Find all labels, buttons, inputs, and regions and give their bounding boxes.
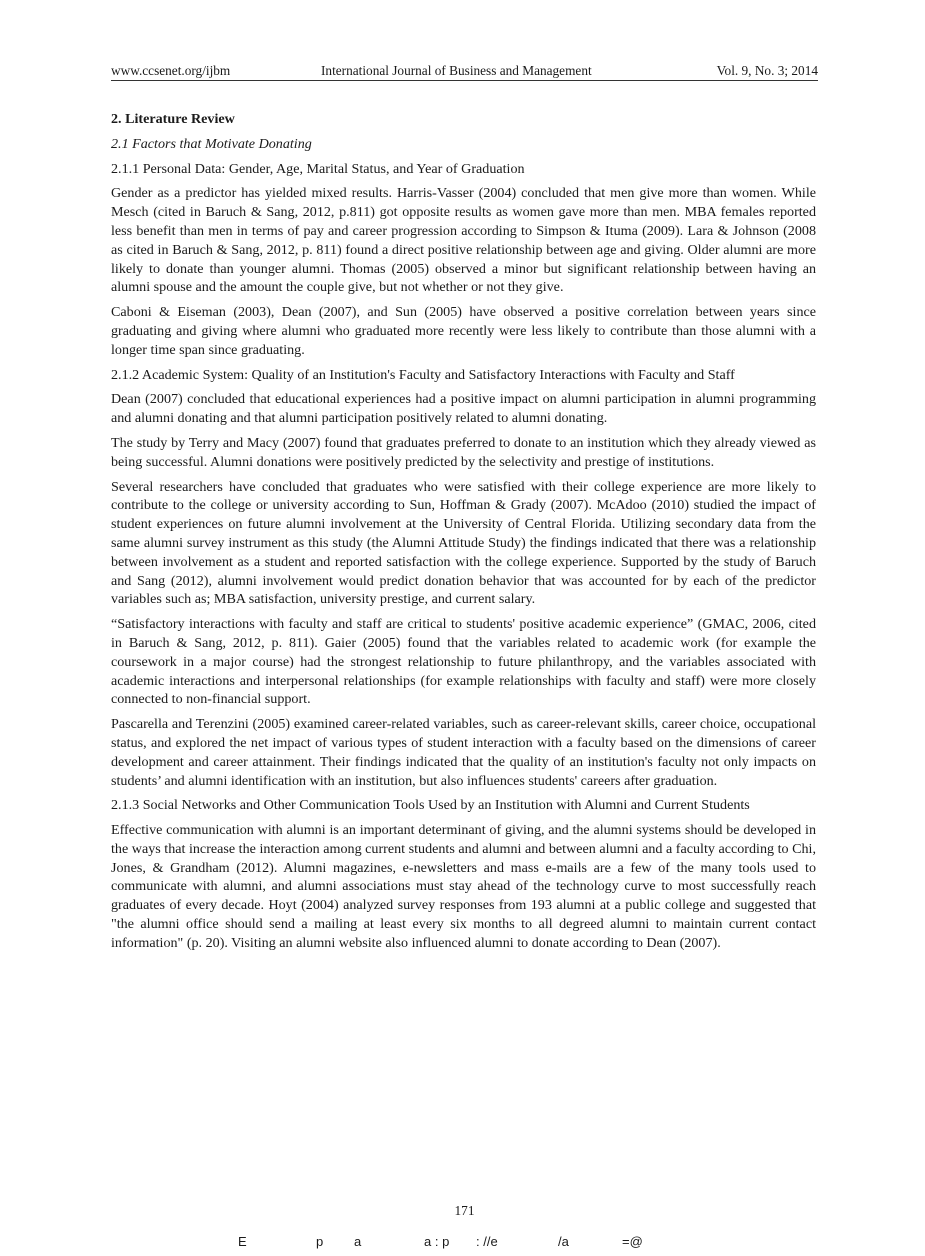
- paragraph-212-1: Dean (2007) concluded that educational experiences had a positive impact on alumni participation in alumni programming and alumni donating and that alumni participation positively related to alumni donating.: [111, 391, 816, 427]
- paragraph-212-2: The study by Terry and Macy (2007) found that graduates preferred to donate to an institution which they already viewed as being successful. Alumni donations were positively predicted by the selectivity and prestige of institutions.: [111, 434, 816, 470]
- garbled-fragment: /a: [558, 1234, 569, 1249]
- subsubsection-heading-211: 2.1.1 Personal Data: Gender, Age, Marital Status, and Year of Graduation: [111, 160, 525, 177]
- page-number: 171: [454, 1203, 475, 1218]
- garbled-fragment: a: [354, 1234, 362, 1249]
- paragraph-211-2: Caboni & Eiseman (2003), Dean (2007), and Sun (2005) have observed a positive correlation between years since graduating and giving where alumni who graduated more recently were less likely to contribute than those alumni with a longer time span since graduating.: [111, 304, 816, 358]
- garbled-fragment: E: [238, 1234, 247, 1249]
- article-body: [111, 110, 816, 959]
- subsubsection-heading-213: 2.1.3 Social Networks and Other Communication Tools Used by an Institution with Alumni and Current Students: [111, 797, 750, 814]
- paragraph-212-3: Several researchers have concluded that graduates who were satisfied with their college experience are more likely to contribute to the college or university according to Sun, Hoffman & Grady (2007). McAdoo (2010) studied the impact of student experiences on future alumni involvement at the University of Central Florida. Utilizing secondary data from the same alumni survey instrument as this study (the Alumni Attitude Study) the findings indicated that there was a relationship between involvement as a student and reported satisfaction with the college experience. Supported by the study of Baruch and Sang (2012), alumni involvement would predict donation behavior that was accounted for by each of the predictor variables such as; MBA satisfaction, university prestige, and current salary.: [111, 478, 816, 608]
- running-header: [111, 62, 818, 81]
- garbled-fragment: p: [316, 1234, 324, 1249]
- section-heading: 2. Literature Review: [111, 111, 235, 127]
- journal-page: [111, 0, 818, 1256]
- paragraph-212-5: Pascarella and Terenzini (2005) examined career-related variables, such as career-relevant skills, career choice, occupational status, and explored the net impact of various types of student interaction with a faculty based on the dimensions of career development and career attainment. Their findings indicated that the quality of an institution's faculty not only impacts on students’ and alumni identification with an institution, but also influences students' careers after graduation.: [111, 716, 816, 789]
- paragraph-213-1: Effective communication with alumni is an important determinant of giving, and the alumni systems should be developed in the ways that increase the interaction among current students and alumni and between alumni and a faculty according to Chi, Jones, & Grandham (2012). Alumni magazines, e-newsletters and mass e-mails are a few of the many tools used to communicate with alumni, and alumni associations must stay ahead of the technology curve to most successfully reach graduates of every decade. Hoyt (2004) analyzed survey responses from 193 alumni at a public college and suggested that "the alumni office should send a mailing at least every six months to all degreed alumni to maintain current contact information" (p. 20). Visiting an alumni website also influenced alumni to donate according to Dean (2007).: [111, 822, 816, 951]
- garbled-fragment: a : p: [424, 1234, 450, 1249]
- garbled-fragment: =@: [622, 1234, 643, 1249]
- header-journal-url[interactable]: www.ccsenet.org/ijbm: [111, 63, 231, 78]
- header-volume-info: Vol. 9, No. 3; 2014: [716, 63, 818, 78]
- subsubsection-heading-212: 2.1.2 Academic System: Quality of an Institution's Faculty and Satisfactory Interactions with Faculty and Staff: [111, 366, 735, 383]
- paragraph-211-1: Gender as a predictor has yielded mixed results. Harris-Vasser (2004) concluded that men give more than women. While Mesch (cited in Baruch & Sang, 2012, p.811) got opposite results as women gave more than men. MBA females reported less benefit than men in terms of pay and career progression according to Simpson & Ituma (2009). Lara & Johnson (2008 as cited in Baruch & Sang, 2012, p. 811) found a direct positive relationship between age and giving. Older alumni are more likely to donate than younger alumni. Thomas (2005) observed a minor but significant relationship between having an alumni spouse and the amount the couple give, but not whether or not they give.: [111, 185, 816, 296]
- header-journal-title: International Journal of Business and Management: [321, 63, 592, 78]
- garbled-fragment: : //e: [476, 1234, 498, 1249]
- subsection-heading: 2.1 Factors that Motivate Donating: [111, 135, 312, 152]
- paragraph-212-4: “Satisfactory interactions with faculty and staff are critical to students' positive academic experience” (GMAC, 2006, cited in Baruch & Sang, 2012, p. 811). Gaier (2005) found that the variables related to academic work (for example the coursework in a major course) had the strongest relationship to future philanthropy, and the variables associated with academic interactions and interpersonal relationships (for example relationships with faculty and staff) were more closely connected to non-financial support.: [111, 616, 816, 708]
